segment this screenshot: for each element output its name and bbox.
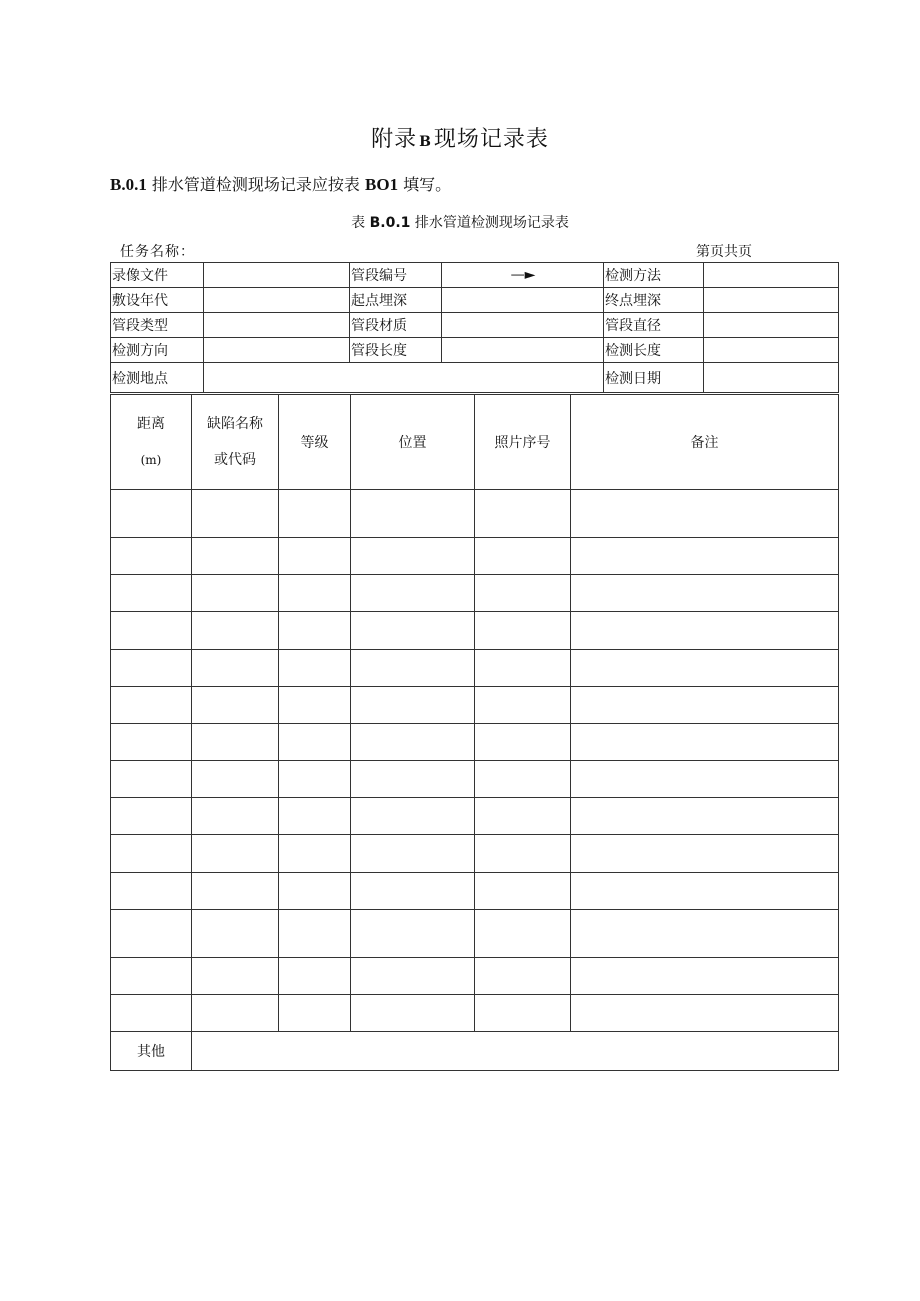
defect-cell[interactable] <box>192 835 279 873</box>
photo-cell[interactable] <box>475 958 571 995</box>
table-row <box>111 612 839 650</box>
photo-cell[interactable] <box>475 538 571 575</box>
distance-cell[interactable] <box>111 995 192 1032</box>
position-header: 位置 <box>351 395 475 490</box>
distance-header: 距离 (m) <box>111 395 192 490</box>
remarks-cell[interactable] <box>571 873 839 910</box>
other-label: 其他 <box>111 1032 192 1071</box>
table-row <box>111 338 839 363</box>
pipe-material-field[interactable] <box>442 313 604 338</box>
photo-cell[interactable] <box>475 910 571 958</box>
inspect-length-field[interactable] <box>704 338 839 363</box>
task-name-label: 任务名称： <box>120 244 195 260</box>
defect-cell[interactable] <box>192 958 279 995</box>
defect-cell[interactable] <box>192 538 279 575</box>
inspect-length-label: 检测长度 <box>604 338 704 363</box>
laying-year-field[interactable] <box>204 288 350 313</box>
position-cell[interactable] <box>351 612 475 650</box>
distance-cell[interactable] <box>111 761 192 798</box>
other-field[interactable] <box>192 1032 839 1071</box>
position-cell[interactable] <box>351 910 475 958</box>
photo-cell[interactable] <box>475 575 571 612</box>
position-cell[interactable] <box>351 538 475 575</box>
video-file-label: 录像文件 <box>111 263 204 288</box>
start-depth-field[interactable] <box>442 288 604 313</box>
table-row <box>111 910 839 958</box>
distance-cell[interactable] <box>111 958 192 995</box>
inspect-location-field[interactable] <box>204 363 604 393</box>
position-cell[interactable] <box>351 724 475 761</box>
position-cell[interactable] <box>351 490 475 538</box>
inspect-direction-field[interactable] <box>204 338 350 363</box>
table-header-row <box>111 395 839 490</box>
table-row <box>111 490 839 538</box>
table-row <box>111 288 839 313</box>
distance-cell[interactable] <box>111 910 192 958</box>
table-caption: 表 B.0.1 排水管道检测现场记录表 <box>351 215 569 231</box>
remarks-cell[interactable] <box>571 724 839 761</box>
photo-cell[interactable] <box>475 490 571 538</box>
distance-cell[interactable] <box>111 687 192 724</box>
table-row <box>111 798 839 835</box>
grade-cell[interactable] <box>279 575 351 612</box>
grade-header: 等级 <box>279 395 351 490</box>
remarks-cell[interactable] <box>571 761 839 798</box>
photo-cell[interactable] <box>475 873 571 910</box>
laying-year-label: 敷设年代 <box>111 288 204 313</box>
remarks-cell[interactable] <box>571 612 839 650</box>
page-info: 第页共页 <box>696 244 752 260</box>
distance-cell[interactable] <box>111 724 192 761</box>
grade-cell[interactable] <box>279 873 351 910</box>
remarks-cell[interactable] <box>571 910 839 958</box>
photo-cell[interactable] <box>475 687 571 724</box>
start-depth-label: 起点埋深 <box>350 288 442 313</box>
pipe-length-label: 管段长度 <box>350 338 442 363</box>
pipe-type-field[interactable] <box>204 313 350 338</box>
page-title: 附录 B现场记录表 <box>371 127 549 152</box>
position-cell[interactable] <box>351 761 475 798</box>
inspect-date-label: 检测日期 <box>604 363 704 393</box>
distance-cell[interactable] <box>111 835 192 873</box>
grade-cell[interactable] <box>279 612 351 650</box>
grade-cell[interactable] <box>279 835 351 873</box>
pipe-direction-arrow-icon: —► <box>442 263 604 288</box>
table-row <box>111 873 839 910</box>
photo-cell[interactable] <box>475 612 571 650</box>
distance-cell[interactable] <box>111 538 192 575</box>
photo-cell[interactable] <box>475 835 571 873</box>
grade-cell[interactable] <box>279 490 351 538</box>
table-row <box>111 650 839 687</box>
inspect-direction-label: 检测方向 <box>111 338 204 363</box>
remarks-cell[interactable] <box>571 538 839 575</box>
log-body <box>111 490 839 1032</box>
inspect-date-field[interactable] <box>704 363 839 393</box>
defect-name-header: 缺陷名称 或代码 <box>192 395 279 490</box>
remarks-cell[interactable] <box>571 798 839 835</box>
defect-cell[interactable] <box>192 490 279 538</box>
grade-cell[interactable] <box>279 910 351 958</box>
remarks-cell[interactable] <box>571 687 839 724</box>
inspect-location-label: 检测地点 <box>111 363 204 393</box>
remarks-cell[interactable] <box>571 650 839 687</box>
grade-cell[interactable] <box>279 761 351 798</box>
table-row <box>111 958 839 995</box>
grade-cell[interactable] <box>279 995 351 1032</box>
distance-cell[interactable] <box>111 490 192 538</box>
position-cell[interactable] <box>351 958 475 995</box>
position-cell[interactable] <box>351 650 475 687</box>
defect-cell[interactable] <box>192 798 279 835</box>
grade-cell[interactable] <box>279 538 351 575</box>
defect-cell[interactable] <box>192 995 279 1032</box>
end-depth-field[interactable] <box>704 288 839 313</box>
pipe-info-table <box>110 262 839 393</box>
table-row <box>111 995 839 1032</box>
position-cell[interactable] <box>351 798 475 835</box>
defect-cell[interactable] <box>192 873 279 910</box>
grade-cell[interactable] <box>279 650 351 687</box>
distance-cell[interactable] <box>111 650 192 687</box>
photo-cell[interactable] <box>475 995 571 1032</box>
position-cell[interactable] <box>351 873 475 910</box>
grade-cell[interactable] <box>279 687 351 724</box>
photo-number-header: 照片序号 <box>475 395 571 490</box>
pipe-diameter-field[interactable] <box>704 313 839 338</box>
position-cell[interactable] <box>351 835 475 873</box>
defect-cell[interactable] <box>192 687 279 724</box>
table-row <box>111 313 839 338</box>
grade-cell[interactable] <box>279 958 351 995</box>
remarks-cell[interactable] <box>571 575 839 612</box>
position-cell[interactable] <box>351 995 475 1032</box>
table-row <box>111 835 839 873</box>
photo-cell[interactable] <box>475 650 571 687</box>
table-row <box>111 363 839 393</box>
defect-cell[interactable] <box>192 761 279 798</box>
end-depth-label: 终点埋深 <box>604 288 704 313</box>
remarks-header: 备注 <box>571 395 839 490</box>
defect-cell[interactable] <box>192 612 279 650</box>
pipe-length-field[interactable] <box>442 338 604 363</box>
photo-cell[interactable] <box>475 761 571 798</box>
grade-cell[interactable] <box>279 724 351 761</box>
remarks-cell[interactable] <box>571 835 839 873</box>
pipe-material-label: 管段材质 <box>350 313 442 338</box>
defect-cell[interactable] <box>192 910 279 958</box>
video-file-field[interactable] <box>204 263 350 288</box>
defect-cell[interactable] <box>192 575 279 612</box>
remarks-cell[interactable] <box>571 958 839 995</box>
remarks-cell[interactable] <box>571 490 839 538</box>
table-row <box>111 538 839 575</box>
table-row <box>111 263 839 288</box>
photo-cell[interactable] <box>475 798 571 835</box>
distance-cell[interactable] <box>111 575 192 612</box>
inspect-method-field[interactable] <box>704 263 839 288</box>
pipe-diameter-label: 管段直径 <box>604 313 704 338</box>
distance-cell[interactable] <box>111 612 192 650</box>
pipe-type-label: 管段类型 <box>111 313 204 338</box>
instruction-paragraph: B.0.1 排水管道检测现场记录应按表 BO1 填写。 <box>110 175 452 194</box>
other-row <box>111 1032 839 1071</box>
table-row <box>111 724 839 761</box>
table-row <box>111 575 839 612</box>
table-row <box>111 687 839 724</box>
grade-cell[interactable] <box>279 798 351 835</box>
defect-cell[interactable] <box>192 650 279 687</box>
defect-log-table <box>110 394 839 1071</box>
table-row <box>111 761 839 798</box>
position-cell[interactable] <box>351 575 475 612</box>
remarks-cell[interactable] <box>571 995 839 1032</box>
position-cell[interactable] <box>351 687 475 724</box>
photo-cell[interactable] <box>475 724 571 761</box>
pipe-id-label: 管段编号 <box>350 263 442 288</box>
distance-cell[interactable] <box>111 798 192 835</box>
distance-cell[interactable] <box>111 873 192 910</box>
defect-cell[interactable] <box>192 724 279 761</box>
inspect-method-label: 检测方法 <box>604 263 704 288</box>
